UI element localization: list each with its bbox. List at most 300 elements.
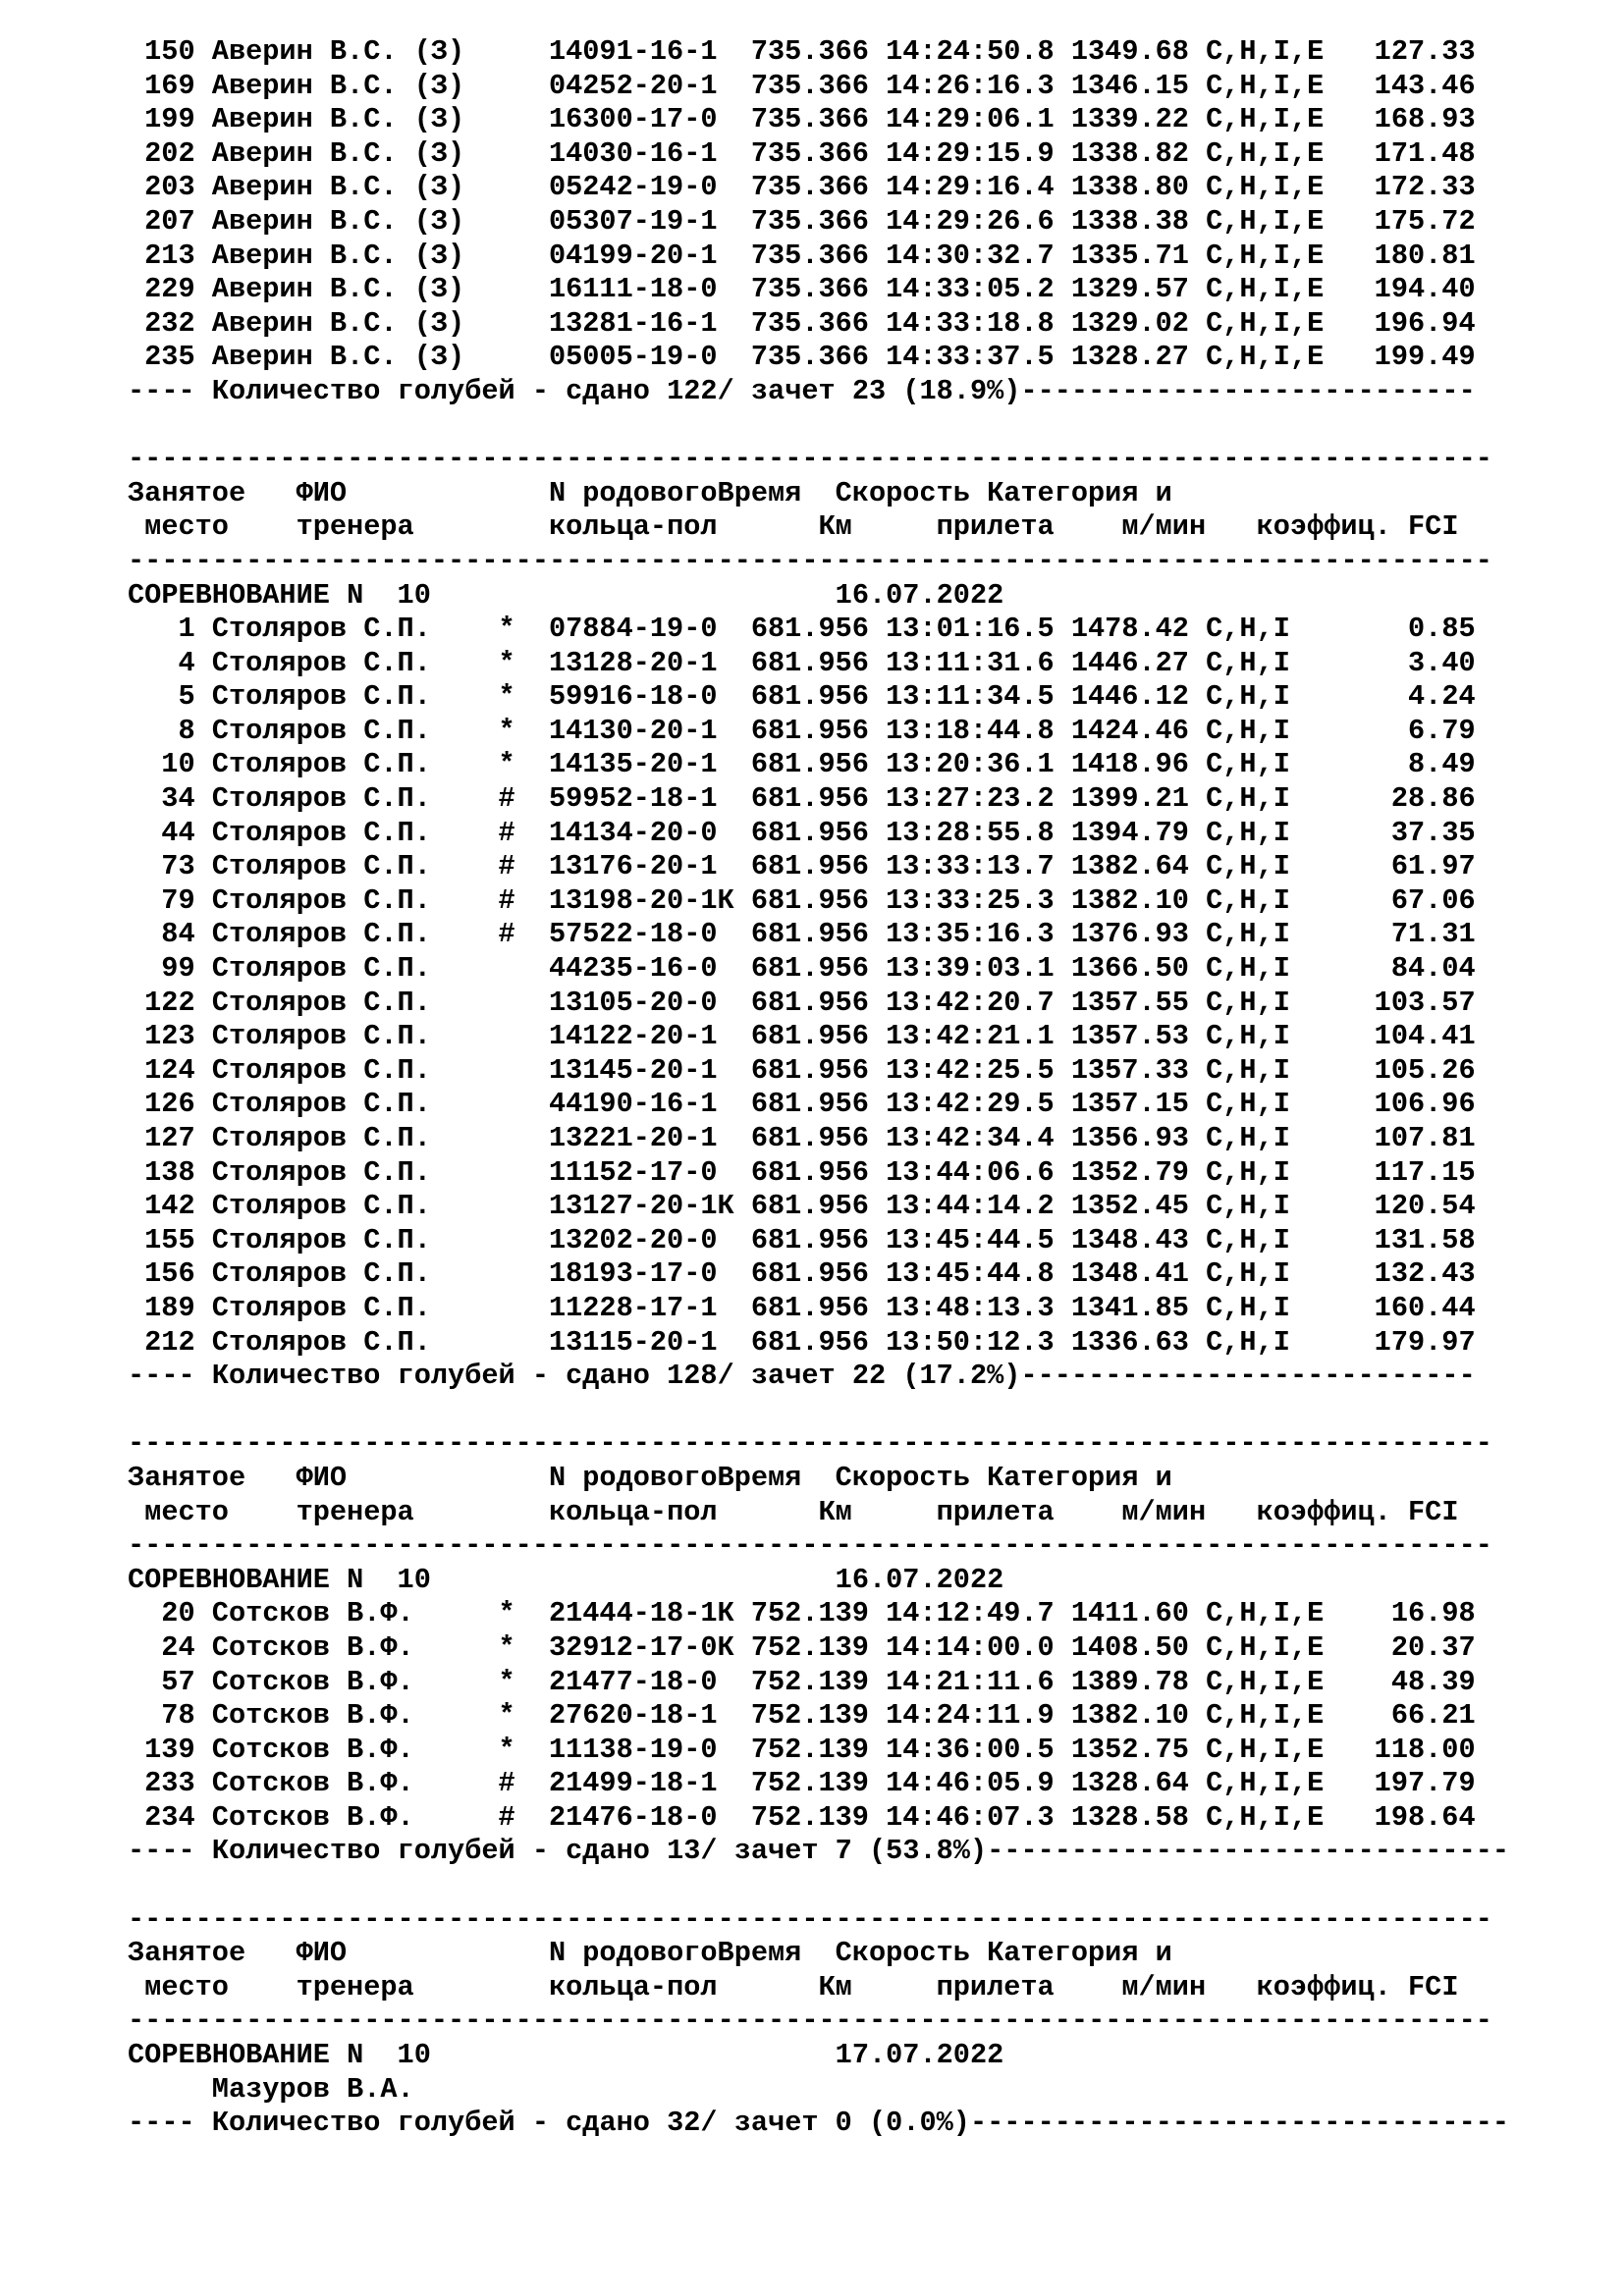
place-cell: 34 — [161, 782, 195, 816]
speed-cell: 1348.43 — [1070, 1223, 1189, 1256]
results-block-averin — [128, 35, 1509, 409]
ring-cell: 13176-20-1 — [548, 850, 718, 883]
ring-cell: 44190-16-1 — [548, 1088, 718, 1121]
trainer-cell: Столяров С.П. — [211, 714, 431, 747]
km-cell: 681.956 — [750, 1020, 869, 1053]
place-cell: 207 — [144, 204, 195, 238]
coefficient-cell: 67.06 — [1390, 883, 1476, 917]
trainer-cell: Столяров С.П. — [211, 782, 431, 816]
time-cell: 13:42:25.5 — [886, 1053, 1055, 1087]
time-cell: 14:46:05.9 — [886, 1767, 1055, 1800]
km-cell: 735.366 — [750, 69, 869, 102]
km-cell: 681.956 — [750, 782, 869, 816]
coefficient-cell: 105.26 — [1374, 1053, 1476, 1087]
results-block-sotskov — [128, 1427, 1509, 1869]
place-cell: 138 — [144, 1155, 195, 1189]
speed-cell: 1352.75 — [1070, 1733, 1189, 1766]
time-cell: 13:42:29.5 — [886, 1088, 1055, 1121]
summary-line: ---- Количество голубей - сдано 122/ зачет 23 (18.9%)--------------------------- — [128, 374, 1476, 407]
coefficient-cell: 168.93 — [1374, 103, 1476, 136]
speed-cell: 1329.02 — [1070, 306, 1189, 340]
coefficient-cell: 61.97 — [1390, 850, 1476, 883]
mark-cell: # — [498, 850, 515, 883]
table-row — [128, 1326, 1509, 1361]
results-report — [128, 35, 1509, 2141]
summary-line: ---- Количество голубей - сдано 32/ зачет 0 (0.0%)-------------------------------- — [128, 2107, 1510, 2140]
table-row — [128, 273, 1509, 307]
table-row — [128, 850, 1509, 884]
table-row — [128, 171, 1509, 205]
speed-cell: 1338.38 — [1070, 204, 1189, 238]
summary-text: Количество голубей - сдано 122/ зачет 23 (18.9%) — [211, 374, 1021, 407]
category-cell: C,H,I,E — [1206, 103, 1325, 136]
place-cell: 57 — [161, 1665, 195, 1698]
km-cell: 681.956 — [750, 816, 869, 849]
speed-cell: 1357.15 — [1070, 1088, 1189, 1121]
trainer-cell: Столяров С.П. — [211, 1122, 431, 1154]
ring-cell: 59952-18-1 — [548, 782, 718, 816]
separator-line: --------------------------------------------------------------------------------- — [128, 1529, 1492, 1563]
place-cell: 199 — [144, 103, 195, 136]
km-cell: 735.366 — [750, 306, 869, 340]
coefficient-cell: 198.64 — [1374, 1800, 1476, 1834]
ring-cell: 14030-16-1 — [548, 136, 718, 170]
coefficient-cell: 175.72 — [1374, 204, 1476, 238]
category-cell: C,H,I — [1206, 782, 1290, 816]
place-cell: 202 — [144, 136, 195, 170]
separator-line: --------------------------------------------------------------------------------- — [128, 2004, 1492, 2038]
place-cell: 1 — [178, 613, 195, 646]
category-cell: C,H,I — [1206, 816, 1290, 849]
place-cell: 142 — [144, 1190, 195, 1223]
coefficient-cell: 179.97 — [1374, 1325, 1476, 1359]
place-cell: 235 — [144, 341, 195, 374]
speed-cell: 1339.22 — [1070, 103, 1189, 136]
mark-cell: * — [498, 714, 515, 747]
trainer-cell: Аверин В.С. (З) — [211, 239, 465, 272]
competition-date: 17.07.2022 — [835, 2039, 1004, 2072]
place-cell: 233 — [144, 1767, 195, 1800]
table-row — [128, 748, 1509, 782]
category-cell: C,H,I,E — [1206, 204, 1325, 238]
coefficient-cell: 16.98 — [1390, 1597, 1476, 1630]
trainer-cell: Столяров С.П. — [211, 748, 431, 781]
ring-cell: 13115-20-1 — [548, 1325, 718, 1359]
table-row — [128, 1767, 1509, 1801]
mark-cell: * — [498, 1630, 515, 1664]
summary-line: ---- Количество голубей - сдано 128/ зачет 22 (17.2%)--------------------------- — [128, 1360, 1476, 1393]
trainer-cell: Столяров С.П. — [211, 613, 431, 646]
trainer-cell: Столяров С.П. — [211, 1088, 431, 1121]
place-cell: 24 — [161, 1630, 195, 1664]
speed-cell: 1446.12 — [1070, 680, 1189, 714]
time-cell: 14:29:16.4 — [886, 171, 1055, 204]
km-cell: 681.956 — [750, 1155, 869, 1189]
km-cell: 681.956 — [750, 850, 869, 883]
speed-cell: 1329.57 — [1070, 273, 1189, 306]
trainer-cell: Сотсков В.Ф. — [211, 1665, 414, 1698]
trainer-cell: Сотсков В.Ф. — [211, 1767, 414, 1800]
place-cell: 10 — [161, 748, 195, 781]
category-cell: C,H,I,E — [1206, 1630, 1325, 1664]
km-cell: 681.956 — [750, 680, 869, 714]
mark-cell: # — [498, 782, 515, 816]
competition-date: 16.07.2022 — [835, 1563, 1004, 1596]
speed-cell: 1376.93 — [1070, 918, 1189, 951]
km-cell: 681.956 — [750, 952, 869, 986]
table-header-row-1: Занятое ФИО N родовогоВремя Скорость Категория и — [128, 1461, 1172, 1494]
table-row — [128, 341, 1509, 375]
speed-cell: 1338.82 — [1070, 136, 1189, 170]
rows-sotskov — [128, 1597, 1509, 1835]
coefficient-cell: 171.48 — [1374, 136, 1476, 170]
competition-title: СОРЕВНОВАНИЕ N 10 — [128, 578, 431, 612]
table-row — [128, 240, 1509, 274]
trainer-cell: Аверин В.С. (З) — [211, 103, 465, 136]
km-cell: 681.956 — [750, 1223, 869, 1256]
category-cell: C,H,I — [1206, 613, 1290, 646]
time-cell: 13:27:23.2 — [886, 782, 1055, 816]
mark-cell: * — [498, 748, 515, 781]
coefficient-cell: 172.33 — [1374, 171, 1476, 204]
category-cell: C,H,I,E — [1206, 239, 1325, 272]
km-cell: 681.956 — [750, 1122, 869, 1154]
coefficient-cell: 180.81 — [1374, 239, 1476, 272]
table-row — [128, 70, 1509, 104]
place-cell: 203 — [144, 171, 195, 204]
coefficient-cell: 3.40 — [1408, 646, 1476, 679]
coefficient-cell: 106.96 — [1374, 1088, 1476, 1121]
coefficient-cell: 143.46 — [1374, 69, 1476, 102]
table-row — [128, 1020, 1509, 1054]
time-cell: 13:45:44.8 — [886, 1257, 1055, 1291]
ring-cell: 14130-20-1 — [548, 714, 718, 747]
table-header-row-1: Занятое ФИО N родовогоВремя Скорость Категория и — [128, 476, 1172, 509]
km-cell: 752.139 — [750, 1665, 869, 1698]
speed-cell: 1357.55 — [1070, 986, 1189, 1019]
km-cell: 681.956 — [750, 883, 869, 917]
ring-cell: 05307-19-1 — [548, 204, 718, 238]
category-cell: C,H,I — [1206, 646, 1290, 679]
time-cell: 13:45:44.5 — [886, 1223, 1055, 1256]
ring-cell: 04252-20-1 — [548, 69, 718, 102]
place-cell: 213 — [144, 239, 195, 272]
category-cell: C,H,I — [1206, 1122, 1290, 1154]
speed-cell: 1408.50 — [1070, 1630, 1189, 1664]
trainer-cell: Столяров С.П. — [211, 918, 431, 951]
trainer-cell: Столяров С.П. — [211, 680, 431, 714]
coefficient-cell: 0.85 — [1408, 613, 1476, 646]
summary-text: Количество голубей - сдано 13/ зачет 7 (53.8%) — [211, 1835, 988, 1868]
category-cell: C,H,I — [1206, 748, 1290, 781]
time-cell: 14:24:50.8 — [886, 35, 1055, 68]
table-header-row-2: место тренера кольца-пол Км прилета м/мин коэффиц. FCI — [144, 510, 1459, 544]
category-cell: C,H,I — [1206, 952, 1290, 986]
table-row — [128, 1699, 1509, 1734]
time-cell: 13:18:44.8 — [886, 714, 1055, 747]
speed-cell: 1338.80 — [1070, 171, 1189, 204]
time-cell: 13:35:16.3 — [886, 918, 1055, 951]
table-row — [128, 680, 1509, 715]
ring-cell: 04199-20-1 — [548, 239, 718, 272]
category-cell: C,H,I,E — [1206, 273, 1325, 306]
trainer-cell: Аверин В.С. (З) — [211, 69, 465, 102]
trainer-cell: Аверин В.С. (З) — [211, 273, 465, 306]
time-cell: 14:24:11.9 — [886, 1699, 1055, 1733]
ring-cell: 05242-19-0 — [548, 171, 718, 204]
time-cell: 14:26:16.3 — [886, 69, 1055, 102]
ring-cell: 57522-18-0 — [548, 918, 718, 951]
category-cell: C,H,I,E — [1206, 1767, 1325, 1800]
place-cell: 5 — [178, 680, 195, 714]
trainer-cell: Столяров С.П. — [211, 1155, 431, 1189]
coefficient-cell: 104.41 — [1374, 1020, 1476, 1053]
speed-cell: 1424.46 — [1070, 714, 1189, 747]
mark-cell: * — [498, 680, 515, 714]
coefficient-cell: 8.49 — [1408, 748, 1476, 781]
category-cell: C,H,I — [1206, 1257, 1290, 1291]
place-cell: 126 — [144, 1088, 195, 1121]
time-cell: 14:36:00.5 — [886, 1733, 1055, 1766]
place-cell: 99 — [161, 952, 195, 986]
trainer-cell: Аверин В.С. (З) — [211, 136, 465, 170]
category-cell: C,H,I — [1206, 918, 1290, 951]
category-cell: C,H,I — [1206, 1155, 1290, 1189]
trainer-cell: Сотсков В.Ф. — [211, 1597, 414, 1630]
trainer-cell: Сотсков В.Ф. — [211, 1733, 414, 1766]
category-cell: C,H,I — [1206, 680, 1290, 714]
time-cell: 13:33:13.7 — [886, 850, 1055, 883]
competition-line — [128, 2039, 1509, 2073]
table-row — [128, 103, 1509, 137]
category-cell: C,H,I — [1206, 1020, 1290, 1053]
place-cell: 4 — [178, 646, 195, 679]
speed-cell: 1394.79 — [1070, 816, 1189, 849]
speed-cell: 1328.58 — [1070, 1800, 1189, 1834]
table-row — [128, 205, 1509, 240]
category-cell: C,H,I,E — [1206, 1800, 1325, 1834]
mark-cell: * — [498, 1597, 515, 1630]
place-cell: 20 — [161, 1597, 195, 1630]
table-row — [128, 1088, 1509, 1122]
table-row — [128, 647, 1509, 681]
place-cell: 229 — [144, 273, 195, 306]
coefficient-cell: 194.40 — [1374, 273, 1476, 306]
coefficient-cell: 160.44 — [1374, 1291, 1476, 1324]
competition-title: СОРЕВНОВАНИЕ N 10 — [128, 1563, 431, 1596]
table-row — [128, 1597, 1509, 1631]
km-cell: 735.366 — [750, 204, 869, 238]
trainer-cell: Столяров С.П. — [211, 1223, 431, 1256]
km-cell: 681.956 — [750, 986, 869, 1019]
speed-cell: 1382.10 — [1070, 1699, 1189, 1733]
table-row — [128, 817, 1509, 851]
table-row — [128, 35, 1509, 70]
time-cell: 14:29:06.1 — [886, 103, 1055, 136]
speed-cell: 1341.85 — [1070, 1291, 1189, 1324]
speed-cell: 1399.21 — [1070, 782, 1189, 816]
mark-cell: # — [498, 1767, 515, 1800]
table-row — [128, 782, 1509, 817]
km-cell: 735.366 — [750, 341, 869, 374]
table-row — [128, 987, 1509, 1021]
time-cell: 13:50:12.3 — [886, 1325, 1055, 1359]
ring-cell: 18193-17-0 — [548, 1257, 718, 1291]
table-row — [128, 1631, 1509, 1666]
mark-cell: * — [498, 1733, 515, 1766]
summary-text: Количество голубей - сдано 32/ зачет 0 (0.0%) — [211, 2107, 970, 2140]
time-cell: 13:44:14.2 — [886, 1190, 1055, 1223]
place-cell: 44 — [161, 816, 195, 849]
category-cell: C,H,I — [1206, 1223, 1290, 1256]
trainer-cell: Столяров С.П. — [211, 1053, 431, 1087]
time-cell: 14:29:15.9 — [886, 136, 1055, 170]
ring-cell: 05005-19-0 — [548, 341, 718, 374]
table-row — [128, 1666, 1509, 1700]
time-cell: 14:21:11.6 — [886, 1665, 1055, 1698]
km-cell: 735.366 — [750, 103, 869, 136]
place-cell: 139 — [144, 1733, 195, 1766]
place-cell: 78 — [161, 1699, 195, 1733]
mark-cell: # — [498, 1800, 515, 1834]
speed-cell: 1366.50 — [1070, 952, 1189, 986]
time-cell: 13:11:31.6 — [886, 646, 1055, 679]
time-cell: 14:30:32.7 — [886, 239, 1055, 272]
ring-cell: 21499-18-1 — [548, 1767, 718, 1800]
ring-cell: 07884-19-0 — [548, 613, 718, 646]
time-cell: 14:33:37.5 — [886, 341, 1055, 374]
category-cell: C,H,I — [1206, 850, 1290, 883]
km-cell: 752.139 — [750, 1630, 869, 1664]
trainer-cell: Столяров С.П. — [211, 1257, 431, 1291]
speed-cell: 1357.33 — [1070, 1053, 1189, 1087]
category-cell: C,H,I — [1206, 1190, 1290, 1223]
separator-line: --------------------------------------------------------------------------------- — [128, 443, 1492, 476]
place-cell: 232 — [144, 306, 195, 340]
km-cell: 681.956 — [750, 646, 869, 679]
category-cell: C,H,I,E — [1206, 1665, 1325, 1698]
coefficient-cell: 120.54 — [1374, 1190, 1476, 1223]
rows-stolyarov — [128, 613, 1509, 1360]
competition-line — [128, 1564, 1509, 1598]
time-cell: 13:28:55.8 — [886, 816, 1055, 849]
coefficient-cell: 28.86 — [1390, 782, 1476, 816]
results-block-stolyarov — [128, 443, 1509, 1394]
place-cell: 189 — [144, 1291, 195, 1324]
table-row — [128, 918, 1509, 952]
coefficient-cell: 127.33 — [1374, 35, 1476, 68]
trainer-cell: Столяров С.П. — [211, 1020, 431, 1053]
category-cell: C,H,I,E — [1206, 171, 1325, 204]
time-cell: 14:12:49.7 — [886, 1597, 1055, 1630]
km-cell: 735.366 — [750, 136, 869, 170]
km-cell: 735.366 — [750, 171, 869, 204]
coefficient-cell: 20.37 — [1390, 1630, 1476, 1664]
km-cell: 752.139 — [750, 1733, 869, 1766]
category-cell: C,H,I,E — [1206, 1733, 1325, 1766]
category-cell: C,H,I,E — [1206, 69, 1325, 102]
category-cell: C,H,I — [1206, 714, 1290, 747]
place-cell: 127 — [144, 1122, 195, 1154]
coefficient-cell: 103.57 — [1374, 986, 1476, 1019]
ring-cell: 14122-20-1 — [548, 1020, 718, 1053]
speed-cell: 1346.15 — [1070, 69, 1189, 102]
ring-cell: 14135-20-1 — [548, 748, 718, 781]
table-row — [128, 1156, 1509, 1191]
category-cell: C,H,I — [1206, 883, 1290, 917]
coefficient-cell: 6.79 — [1408, 714, 1476, 747]
km-cell: 681.956 — [750, 1325, 869, 1359]
separator-line: --------------------------------------------------------------------------------- — [128, 1902, 1492, 1936]
speed-cell: 1389.78 — [1070, 1665, 1189, 1698]
speed-cell: 1352.45 — [1070, 1190, 1189, 1223]
table-row — [128, 884, 1509, 919]
mark-cell: # — [498, 883, 515, 917]
rows-averin — [128, 35, 1509, 375]
ring-cell: 21477-18-0 — [548, 1665, 718, 1698]
time-cell: 14:33:18.8 — [886, 306, 1055, 340]
km-cell: 681.956 — [750, 748, 869, 781]
km-cell: 752.139 — [750, 1767, 869, 1800]
km-cell: 752.139 — [750, 1800, 869, 1834]
ring-cell: 11138-19-0 — [548, 1733, 718, 1766]
time-cell: 13:39:03.1 — [886, 952, 1055, 986]
time-cell: 14:46:07.3 — [886, 1800, 1055, 1834]
table-row — [128, 1190, 1509, 1224]
speed-cell: 1349.68 — [1070, 35, 1189, 68]
mark-cell: # — [498, 816, 515, 849]
table-row — [128, 1257, 1509, 1292]
place-cell: 124 — [144, 1053, 195, 1087]
place-cell: 122 — [144, 986, 195, 1019]
category-cell: C,H,I,E — [1206, 1597, 1325, 1630]
speed-cell: 1328.64 — [1070, 1767, 1189, 1800]
time-cell: 13:01:16.5 — [886, 613, 1055, 646]
speed-cell: 1357.53 — [1070, 1020, 1189, 1053]
time-cell: 13:33:25.3 — [886, 883, 1055, 917]
category-cell: C,H,I — [1206, 1088, 1290, 1121]
ring-cell: 32912-17-0К — [548, 1630, 734, 1664]
ring-cell: 13128-20-1 — [548, 646, 718, 679]
summary-text: Количество голубей - сдано 128/ зачет 22 (17.2%) — [211, 1360, 1021, 1393]
time-cell: 13:48:13.3 — [886, 1291, 1055, 1324]
time-cell: 13:11:34.5 — [886, 680, 1055, 714]
mark-cell: * — [498, 1699, 515, 1733]
place-cell: 73 — [161, 850, 195, 883]
ring-cell: 13198-20-1К — [548, 883, 734, 917]
mark-cell: * — [498, 613, 515, 646]
time-cell: 13:44:06.6 — [886, 1155, 1055, 1189]
ring-cell: 44235-16-0 — [548, 952, 718, 986]
trainer-cell: Сотсков В.Ф. — [211, 1800, 414, 1834]
coefficient-cell: 118.00 — [1374, 1733, 1476, 1766]
speed-cell: 1418.96 — [1070, 748, 1189, 781]
km-cell: 681.956 — [750, 1257, 869, 1291]
trainer-cell: Столяров С.П. — [211, 1291, 431, 1324]
trainer-name: Мазуров В.А. — [211, 2072, 414, 2106]
trainer-cell: Сотсков В.Ф. — [211, 1699, 414, 1733]
place-cell: 212 — [144, 1325, 195, 1359]
place-cell: 79 — [161, 883, 195, 917]
table-row — [128, 1122, 1509, 1156]
coefficient-cell: 132.43 — [1374, 1257, 1476, 1291]
coefficient-cell: 117.15 — [1374, 1155, 1476, 1189]
place-cell: 123 — [144, 1020, 195, 1053]
coefficient-cell: 199.49 — [1374, 341, 1476, 374]
trainer-cell: Столяров С.П. — [211, 986, 431, 1019]
trainer-cell: Столяров С.П. — [211, 952, 431, 986]
table-row — [128, 1054, 1509, 1089]
